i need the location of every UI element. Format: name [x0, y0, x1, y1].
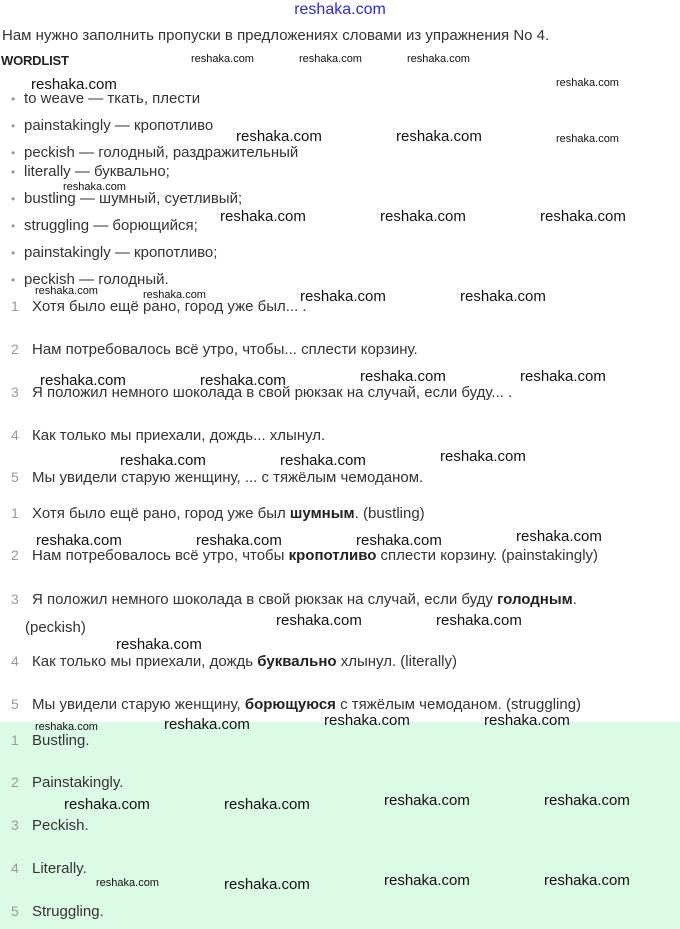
- bullet-icon: •: [11, 192, 16, 206]
- watermark: reshaka.com: [556, 77, 619, 89]
- watermark: reshaka.com: [356, 532, 442, 549]
- answers-background: [0, 722, 680, 929]
- watermark: reshaka.com: [460, 288, 546, 305]
- wordlist-heading: WORDLIST: [1, 53, 69, 68]
- watermark: reshaka.com: [384, 792, 470, 809]
- gap-sentence: 2 Нам потребовалось всё утро, чтобы... сплести корзину.: [11, 341, 418, 358]
- watermark: reshaka.com: [224, 796, 310, 813]
- watermark: reshaka.com: [120, 452, 206, 469]
- wordlist-item: • bustling — шумный, суетливый;: [11, 190, 243, 207]
- watermark: reshaka.com: [324, 712, 410, 729]
- watermark: reshaka.com: [191, 53, 254, 65]
- watermark: reshaka.com: [36, 532, 122, 549]
- watermark: reshaka.com: [436, 612, 522, 629]
- filled-sentence: 3 Я положил немного шоколада в свой рюкзак на случай, если буду голодным.: [11, 591, 577, 608]
- watermark: reshaka.com: [407, 53, 470, 65]
- watermark: reshaka.com: [196, 532, 282, 549]
- watermark: reshaka.com: [544, 872, 630, 889]
- wordlist-item: • painstakingly — кропотливо: [11, 117, 214, 134]
- gap-sentence: 3 Я положил немного шоколада в свой рюкзак на случай, если буду... .: [11, 384, 513, 401]
- filled-sentence: 2 Нам потребовалось всё утро, чтобы кропотливо сплести корзину. (painstakingly): [11, 547, 599, 564]
- site-title-link[interactable]: reshaka.com: [294, 1, 386, 18]
- watermark: reshaka.com: [31, 76, 117, 93]
- watermark: reshaka.com: [300, 288, 386, 305]
- watermark: reshaka.com: [35, 721, 98, 733]
- bullet-icon: •: [11, 146, 16, 160]
- watermark: reshaka.com: [520, 368, 606, 385]
- bullet-icon: •: [11, 92, 16, 106]
- bullet-icon: •: [11, 119, 16, 133]
- bullet-icon: •: [11, 246, 16, 260]
- watermark: reshaka.com: [96, 877, 159, 889]
- watermark: reshaka.com: [200, 372, 286, 389]
- watermark: reshaka.com: [544, 792, 630, 809]
- answer-item: 3 Peckish.: [11, 817, 89, 834]
- wordlist-item: • literally — буквально;: [11, 163, 170, 180]
- watermark: reshaka.com: [384, 872, 470, 889]
- watermark: reshaka.com: [380, 208, 466, 225]
- watermark: reshaka.com: [299, 53, 362, 65]
- watermark: reshaka.com: [236, 128, 322, 145]
- watermark: reshaka.com: [276, 612, 362, 629]
- watermark: reshaka.com: [143, 289, 206, 301]
- bullet-icon: •: [11, 219, 16, 233]
- wordlist-item: • peckish — голодный.: [11, 271, 169, 288]
- watermark: reshaka.com: [35, 285, 98, 297]
- watermark: reshaka.com: [484, 712, 570, 729]
- wordlist-item: • to weave — ткать, плести: [11, 90, 201, 107]
- filled-sentence-continuation: (peckish): [25, 619, 86, 636]
- watermark: reshaka.com: [540, 208, 626, 225]
- watermark: reshaka.com: [556, 133, 619, 145]
- wordlist-item: • struggling — борющийся;: [11, 217, 198, 234]
- filled-sentence: 1 Хотя было ещё рано, город уже был шумным. (bustling): [11, 505, 425, 522]
- gap-sentence: 1 Хотя было ещё рано, город уже был... .: [11, 298, 307, 315]
- watermark: reshaka.com: [40, 372, 126, 389]
- watermark: reshaka.com: [440, 448, 526, 465]
- answer-item: 2 Painstakingly.: [11, 774, 124, 791]
- answer-item: 5 Struggling.: [11, 903, 104, 920]
- wordlist-item: • peckish — голодный, раздражительный: [11, 144, 299, 161]
- wordlist-item: • painstakingly — кропотливо;: [11, 244, 218, 261]
- watermark: reshaka.com: [516, 528, 602, 545]
- bullet-icon: •: [11, 273, 16, 287]
- filled-sentence: 5 Мы увидели старую женщину, борющуюся с тяжёлым чемоданом. (struggling): [11, 696, 582, 713]
- watermark: reshaka.com: [164, 716, 250, 733]
- gap-sentence: 5 Мы увидели старую женщину, ... с тяжёлым чемоданом.: [11, 469, 424, 486]
- answer-item: 1 Bustling.: [11, 732, 90, 749]
- filled-sentence: 4 Как только мы приехали, дождь буквально хлынул. (literally): [11, 653, 457, 670]
- watermark: reshaka.com: [116, 636, 202, 653]
- watermark: reshaka.com: [280, 452, 366, 469]
- answer-item: 4 Literally.: [11, 860, 87, 877]
- watermark: reshaka.com: [63, 181, 126, 193]
- bullet-icon: •: [11, 165, 16, 179]
- gap-sentence: 4 Как только мы приехали, дождь... хлынул.: [11, 427, 326, 444]
- watermark: reshaka.com: [64, 796, 150, 813]
- watermark: reshaka.com: [220, 208, 306, 225]
- task-intro: Нам нужно заполнить пропуски в предложениях словами из упражнения No 4.: [2, 27, 550, 44]
- watermark: reshaka.com: [360, 368, 446, 385]
- watermark: reshaka.com: [224, 876, 310, 893]
- watermark: reshaka.com: [396, 128, 482, 145]
